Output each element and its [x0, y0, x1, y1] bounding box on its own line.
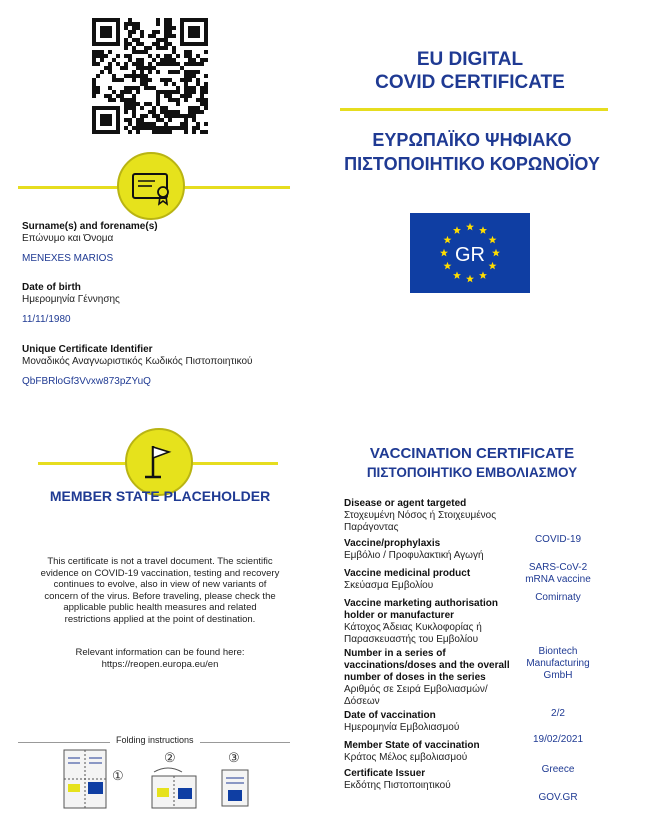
- flag-star: [443, 236, 451, 244]
- vaccination-row-label-en: Vaccine/prophylaxis: [344, 538, 441, 549]
- vaccination-row: [344, 568, 594, 603]
- flag-star: [466, 223, 474, 231]
- folding-title: Folding instructions: [110, 735, 200, 745]
- vaccination-row-label-gr: Κάτοχος Άδειας Κυκλοφορίας ή Παρασκευαστής του Εμβολίου: [344, 622, 482, 645]
- vaccination-row-value: SARS-CoV-2 mRNA vaccine: [525, 562, 591, 585]
- vaccination-row-label-gr: Ημερομηνία Εμβολιασμού: [344, 722, 460, 733]
- disclaimer: This certificate is not a travel document. The scientific evidence on COVID-19 vaccination, testing and recovery continues to evolve, also in view of new variants of concern of the virus. Before traveling, please check the applicable public health measures and related restrictions applied at the point of destination.: [40, 556, 280, 625]
- flag-star: [479, 271, 487, 279]
- vaccination-row-label-en: Date of vaccination: [344, 710, 436, 721]
- vaccination-row-label-en: Member State of vaccination: [344, 740, 480, 751]
- vaccination-row-label-gr: Εμβόλιο / Προφυλακτική Αγωγή: [344, 550, 484, 561]
- vaccination-row-labels: [344, 538, 512, 562]
- top-right-divider: [340, 108, 608, 111]
- title-gr-line2: ΠΙΣΤΟΠΟΙΗΤΙΚΟ ΚΟΡΩΝΟΪΟΥ: [344, 154, 600, 174]
- vaccination-row-label-en: Number in a series of vaccinations/doses and the overall number of doses in the series: [344, 648, 510, 683]
- vaccination-row-label-gr: Στοχευμένη Νόσος ή Στοιχευμένος Παράγοντας: [344, 510, 497, 533]
- vaccination-title-en: VACCINATION CERTIFICATE: [369, 445, 575, 462]
- holder-dob: [22, 282, 292, 326]
- vaccination-row-label-en: Vaccine medicinal product: [344, 568, 471, 579]
- folding-step-2: [148, 752, 208, 810]
- title-en: [340, 48, 600, 94]
- flag-star: [453, 226, 461, 234]
- vaccination-row-labels: [344, 568, 512, 592]
- folding-step-3: [218, 752, 258, 810]
- flag-star: [453, 271, 461, 279]
- certificate-icon: [117, 152, 185, 220]
- flag-code: GR: [455, 244, 485, 266]
- name-label-gr: Επώνυμο και Όνομα: [22, 233, 114, 244]
- vaccination-row-value: Greece: [541, 764, 575, 775]
- flag-star: [492, 249, 500, 257]
- dob-value: 11/11/1980: [22, 314, 71, 325]
- folding-step-1: [62, 748, 132, 810]
- vaccination-row-label-en: Disease or agent targeted: [344, 498, 467, 509]
- vaccination-row-value: Biontech Manufacturing GmbH: [526, 646, 590, 681]
- vaccination-row-label-gr: Κράτος Μέλος εμβολιασμού: [344, 752, 468, 763]
- vaccination-row-labels: [344, 740, 512, 764]
- vaccination-row-labels: [344, 498, 512, 534]
- flag-star: [440, 249, 448, 257]
- member-state-title: MEMBER STATE PLACEHOLDER: [49, 488, 271, 504]
- holder-uci: [22, 344, 302, 388]
- vaccination-title-gr: ΠΙΣΤΟΠΟΙΗΤΙΚΟ ΕΜΒΟΛΙΑΣΜΟΥ: [366, 465, 578, 480]
- vaccination-row-labels: [344, 768, 512, 792]
- uci-label-gr: Μοναδικός Αναγνωριστικός Κωδικός Πιστοποιητικού: [22, 356, 253, 367]
- flag-star: [489, 236, 497, 244]
- folding-step-2-number: ②: [164, 750, 176, 765]
- folding-step-3-number: ③: [228, 750, 240, 765]
- vaccination-row-value: 2/2: [551, 708, 565, 719]
- dob-label-en: Date of birth: [22, 282, 81, 293]
- title-en-line2: COVID CERTIFICATE: [375, 72, 565, 93]
- title-gr: [322, 128, 622, 176]
- eu-flag: [410, 213, 530, 293]
- title-en-line1: EU DIGITAL: [416, 49, 524, 70]
- vaccination-row: [344, 768, 594, 803]
- vaccination-row-labels: [344, 648, 512, 708]
- flag-star: [466, 275, 474, 283]
- dob-label-gr: Ημερομηνία Γέννησης: [22, 294, 120, 305]
- uci-label-en: Unique Certificate Identifier: [22, 344, 153, 355]
- name-label-en: Surname(s) and forename(s): [22, 221, 158, 232]
- vaccination-row-label-en: Vaccine marketing authorisation holder or manufacturer: [344, 598, 498, 621]
- vaccination-row-value: Comirnaty: [535, 592, 581, 603]
- vaccination-row-labels: [344, 598, 512, 646]
- vaccination-row-labels: [344, 710, 512, 734]
- flag-star: [443, 262, 451, 270]
- vaccination-row-value: GOV.GR: [538, 792, 578, 803]
- vaccination-row-label-gr: Αριθμός σε Σειρά Εμβολιασμών/Δόσεων: [344, 684, 488, 707]
- title-gr-line1: ΕΥΡΩΠΑΪΚΟ ΨΗΦΙΑΚΟ: [372, 130, 572, 150]
- vaccination-row: [344, 710, 594, 745]
- flag-star: [489, 262, 497, 270]
- vaccination-title: [322, 444, 622, 482]
- name-value: MENEXES MARIOS: [22, 253, 114, 264]
- info-url[interactable]: https://reopen.europa.eu/en: [101, 659, 219, 670]
- vaccination-row-label-gr: Σκεύασμα Εμβολίου: [344, 580, 434, 591]
- info-text: Relevant information can be found here:: [75, 647, 245, 658]
- vaccination-row-label-gr: Εκδότης Πιστοποιητικού: [344, 780, 451, 791]
- flag-star: [479, 226, 487, 234]
- uci-value: QbFBRloGf3Vvxw873pZYuQ: [22, 376, 151, 387]
- vaccination-row-label-en: Certificate Issuer: [344, 768, 426, 779]
- holder-name: [22, 221, 292, 265]
- qr-code: [92, 18, 208, 134]
- vaccination-row-value: COVID-19: [534, 534, 582, 545]
- flag-icon: [125, 428, 193, 496]
- folding-step-1-number: ①: [112, 768, 124, 783]
- vaccination-row-value: 19/02/2021: [532, 734, 584, 745]
